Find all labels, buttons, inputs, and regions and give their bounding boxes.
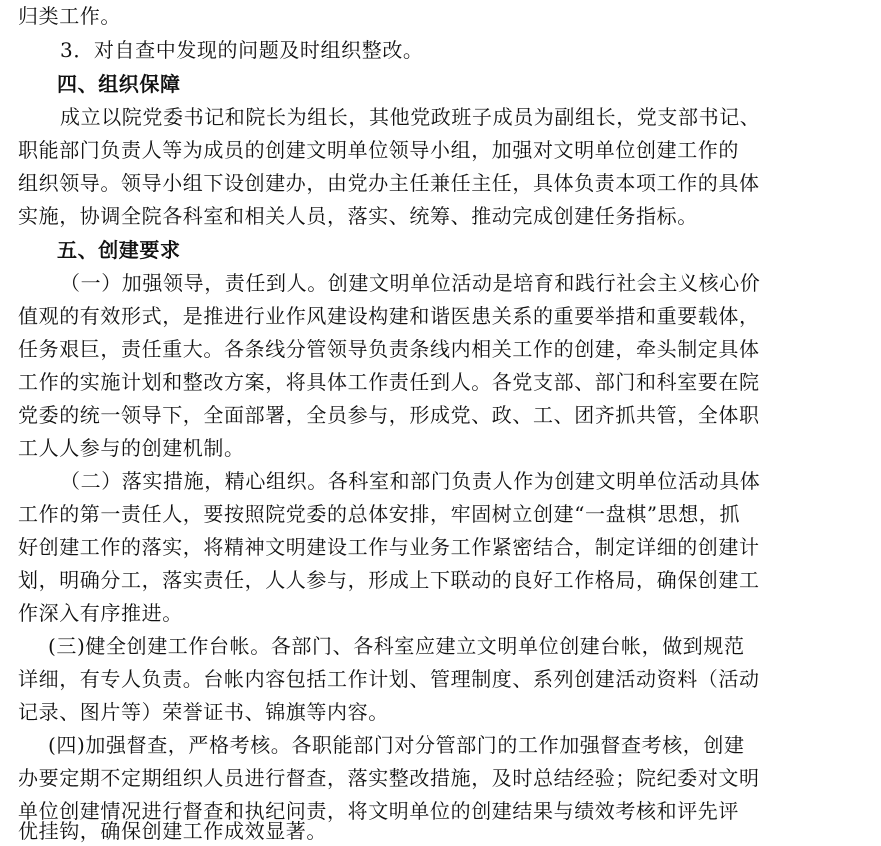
text-line: 详细，有专人负责。台帐内容包括工作计划、管理制度、系列创建活动资料（活动 <box>18 667 760 691</box>
text-line: 工人人参与的创建机制。 <box>18 436 245 460</box>
text-line: 作深入有序推进。 <box>18 601 183 625</box>
text-line: 任务艰巨，责任重大。各条线分管领导负责条线内相关工作的创建，牵头制定具体 <box>18 337 760 361</box>
text-line: 办要定期不定期组织人员进行督查，落实整改措施，及时总结经验；院纪委对文明 <box>18 766 760 790</box>
text-line: 实施，协调全院各科室和相关人员，落实、统筹、推动完成创建任务指标。 <box>18 204 698 228</box>
text-line: 工作的实施计划和整改方案，将具体工作责任到人。各党支部、部门和科室要在院 <box>18 370 760 394</box>
section-heading-requirements: 五、创建要求 <box>57 238 181 262</box>
text-line: 值观的有效形式，是推进行业作风建设构建和谐医患关系的重要举措和重要载体， <box>18 304 760 328</box>
text-line: 划，明确分工，落实责任，人人参与，形成上下联动的良好工作格局，确保创建工 <box>18 568 760 592</box>
text-line: 职能部门负责人等为成员的创建文明单位领导小组，加强对文明单位创建工作的 <box>18 138 739 162</box>
text-line: 好创建工作的落实，将精神文明建设工作与业务工作紧密结合，制定详细的创建计 <box>18 535 760 559</box>
text-line: (四)加强督查，严格考核。各职能部门对分管部门的工作加强督查考核，创建 <box>48 733 745 757</box>
section-heading-organization: 四、组织保障 <box>57 72 181 96</box>
text-line: 组织领导。领导小组下设创建办，由党办主任兼任主任，具体负责本项工作的具体 <box>18 171 760 195</box>
text-line: (三)健全创建工作台帐。各部门、各科室应建立文明单位创建台帐，做到规范 <box>48 634 745 658</box>
text-line: 工作的第一责任人，要按照院党委的总体安排，牢固树立创建“一盘棋”思想，抓 <box>18 502 741 526</box>
text-line: 党委的统一领导下，全面部署，全员参与，形成党、政、工、团齐抓共管，全体职 <box>18 403 760 427</box>
text-line: 成立以院党委书记和院长为组长，其他党政班子成员为副组长，党支部书记、 <box>60 105 761 129</box>
text-line: 单位创建情况进行督查和执纪问责，将文明单位的创建结果与绩效考核和评先评 <box>18 799 739 823</box>
text-line: 归类工作。 <box>18 4 121 28</box>
text-line-last: 优挂钩，确保创建工作成效显著。 <box>18 819 327 843</box>
list-item-3: 3．对自查中发现的问题及时组织整改。 <box>60 38 424 62</box>
text-line: （二）落实措施，精心组织。各科室和部门负责人作为创建文明单位活动具体 <box>60 469 761 493</box>
text-line: （一）加强领导，责任到人。创建文明单位活动是培育和践行社会主义核心价 <box>60 271 761 295</box>
text-line: 记录、图片等）荣誉证书、锦旗等内容。 <box>18 700 389 724</box>
